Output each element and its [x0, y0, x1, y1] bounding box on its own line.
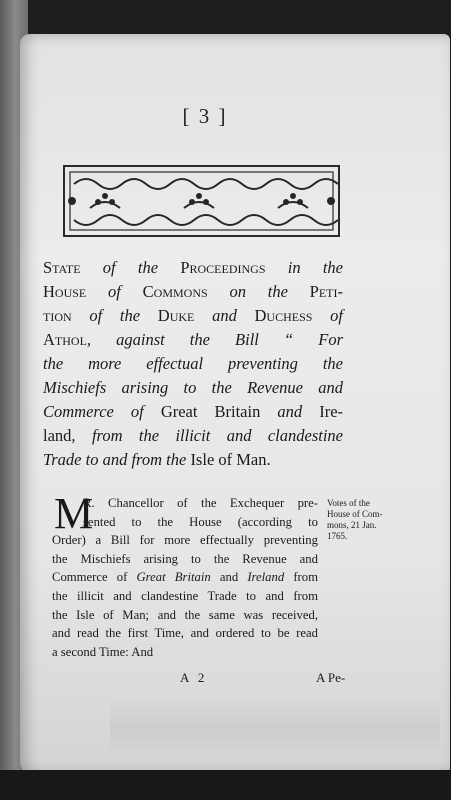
title-text-run: and: [194, 306, 255, 325]
margin-note-line: 1765.: [327, 531, 348, 541]
decorative-headpiece: [60, 162, 343, 240]
title-line: [43, 328, 343, 352]
title-text-run: , against the Bill “ For: [86, 330, 343, 349]
body-text-run: and read the first Time, and ordered to be read: [52, 626, 318, 641]
title-line: [43, 400, 343, 424]
body-text-run: the illicit and clandestine Trade to and from: [52, 588, 318, 603]
title-text-run: of the: [80, 258, 181, 277]
title-text-run: Commons: [142, 282, 208, 301]
body-text-run: a second Time: And: [52, 644, 154, 659]
paper-fold-shading: [110, 694, 440, 754]
background-shadow: [0, 770, 451, 800]
title-text-run: Peti-: [309, 282, 343, 301]
body-line: [52, 494, 318, 513]
title-text-run: land: [43, 426, 72, 445]
body-text-run: from: [284, 570, 318, 585]
margin-note: [327, 498, 393, 542]
title-text-run: Duke: [157, 306, 195, 325]
catchword: A Pe-: [316, 670, 346, 685]
title-text-run: Athol: [43, 330, 87, 349]
title-text-run: of: [312, 306, 343, 325]
book-page: [20, 34, 450, 774]
title-text-run: the more effectual preventing the: [43, 354, 343, 373]
body-line: [52, 531, 318, 550]
body-text-run: Commerce of: [52, 570, 137, 585]
title-text-run: , from the illicit and clandestine: [71, 426, 343, 445]
title-line: [43, 352, 343, 376]
body-text-run: sented to the House (according to: [83, 514, 318, 529]
title-line: [43, 424, 343, 448]
title-text-run: of: [86, 282, 143, 301]
title-text-run: of the: [71, 306, 158, 325]
body-text-run: Ireland: [247, 570, 285, 585]
body-text-run: Great Britain: [136, 570, 211, 585]
title-text-run: Proceedings: [180, 258, 266, 277]
title-text-run: Great Britain: [160, 402, 261, 421]
margin-note-line: House of Com-: [327, 509, 383, 519]
title-text-run: Commerce of: [43, 402, 161, 421]
title-text-run: Duchess: [254, 306, 313, 325]
title-line: [43, 376, 343, 400]
body-text-run: Order) a Bill for more effectually preventing: [52, 533, 318, 548]
body-text-run: the Isle of Man; and the same was received,: [52, 607, 318, 622]
body-line: [52, 568, 318, 587]
body-paragraph: [52, 489, 318, 661]
margin-note-line: Votes of the: [327, 498, 370, 508]
signature-mark: A 2: [180, 670, 208, 685]
drop-cap: M: [54, 489, 94, 538]
title-line: [43, 448, 343, 472]
title-text-run: Trade to and from the: [43, 450, 191, 469]
title-line: [43, 256, 343, 280]
body-line: [52, 587, 318, 606]
title-text-run: tion: [43, 306, 72, 325]
title-text-run: State: [43, 258, 81, 277]
document-title: [43, 256, 343, 472]
title-text-run: Ire-: [319, 402, 344, 421]
body-line: [52, 643, 318, 662]
margin-note-line: mons, 21 Jan.: [327, 520, 377, 530]
title-text-run: and: [260, 402, 320, 421]
title-line: [43, 304, 343, 328]
title-line: [43, 280, 343, 304]
page-number: [ 3 ]: [182, 104, 228, 128]
title-text-run: Isle of Man.: [190, 450, 271, 469]
title-text-run: House: [43, 282, 87, 301]
title-text-run: on the: [207, 282, 310, 301]
body-line: [52, 624, 318, 643]
body-text-run: and: [210, 570, 248, 585]
body-line: [52, 550, 318, 569]
title-text-run: in the: [265, 258, 343, 277]
body-text-run: the Mischiefs arising to the Revenue and: [52, 551, 318, 566]
body-line: [52, 606, 318, 625]
body-text-run: R. Chancellor of the Exchequer pre-: [83, 496, 318, 510]
title-text-run: Mischiefs arising to the Revenue and: [43, 378, 343, 397]
body-line: [52, 513, 318, 532]
